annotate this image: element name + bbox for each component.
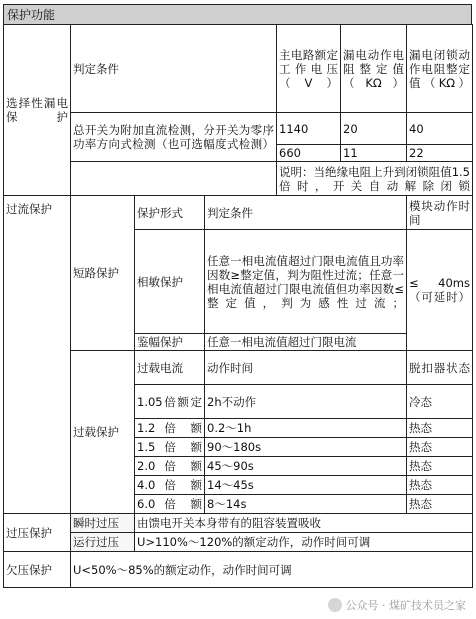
selective-condition-header: 判定条件 [71, 25, 277, 113]
protection-function-table [3, 24, 473, 588]
leak-action-value-2: 11 [341, 145, 407, 162]
selective-row-1140 [4, 113, 473, 145]
overload-state-cell: 热态 [407, 438, 473, 457]
wechat-logo-icon [328, 598, 342, 612]
running-overvoltage-text: U>110%～120%的额定动作，动作时间可调 [135, 533, 473, 552]
undervoltage-label: 欠压保护 [4, 552, 71, 588]
overload-state-cell: 热态 [407, 457, 473, 476]
protection-table-wrapper [3, 4, 472, 588]
watermark [328, 597, 467, 613]
short-circuit-time-value: ≤ 40ms（可延时） [407, 230, 473, 351]
overload-time-cell: 45～90s [205, 457, 407, 476]
overvoltage-label: 过压保护 [4, 514, 71, 552]
voltage-value-660: 660 [277, 145, 341, 162]
selective-leakage-label: 选择性漏电保护 [4, 25, 71, 196]
table-title: 保护功能 [3, 4, 472, 24]
overload-time-header: 动作时间 [205, 351, 407, 385]
transient-overvoltage-row [4, 514, 473, 533]
overload-current-cell: 1.5 倍 额 [135, 438, 205, 457]
short-circuit-header-row [4, 196, 473, 230]
overload-state-cell: 热态 [407, 476, 473, 495]
transient-overvoltage-label: 瞬时过压 [71, 514, 135, 533]
leak-lock-value-2: 22 [407, 145, 473, 162]
overload-current-header: 过载电流 [135, 351, 205, 385]
overcurrent-label: 过流保护 [4, 196, 71, 514]
voltage-value-1140: 1140 [277, 113, 341, 145]
selective-header-row [4, 25, 473, 113]
leak-action-resistance-header: 漏电动作电阻整定值（KΩ） [341, 25, 407, 113]
overload-time-cell: 0.2～1h [205, 419, 407, 438]
overload-current-cell: 2.0 倍 额 [135, 457, 205, 476]
overload-current-cell: 6.0 倍 额 [135, 495, 205, 514]
overload-time-cell: 14～45s [205, 476, 407, 495]
overload-current-cell: 4.0 倍 额 [135, 476, 205, 495]
overload-state-cell: 热态 [407, 495, 473, 514]
leak-lock-value-1: 40 [407, 113, 473, 145]
overload-time-cell: 8～14s [205, 495, 407, 514]
overload-state-cell: 热态 [407, 419, 473, 438]
leak-action-value-1: 20 [341, 113, 407, 145]
overload-time-cell: 2h不动作 [205, 385, 407, 419]
short-circuit-label: 短路保护 [71, 196, 135, 351]
transient-overvoltage-text: 由馈电开关本身带有的阻容装置吸收 [135, 514, 473, 533]
overload-current-cell: 1.05倍额定 [135, 385, 205, 419]
amplitude-label: 鉴幅保护 [135, 334, 205, 351]
short-condition-header: 判定条件 [205, 196, 407, 230]
release-state-header: 脱扣器状态 [407, 351, 473, 385]
selective-note: 说明：当绝缘电阻上升到闭锁阻值1.5倍时，开关自动解除闭锁 [277, 162, 473, 196]
running-overvoltage-row [4, 533, 473, 552]
undervoltage-text: U<50%～85%的额定动作，动作时间可调 [71, 552, 473, 588]
rated-voltage-header: 主电路额定工作电压（V） [277, 25, 341, 113]
phase-sensitive-text: 任意一相电流值超过门限电流值且功率因数≥整定值，判为阻性过流；任意一相电流值超过门限电流值但功率因数≤整定值，判为感性过流； [205, 230, 407, 334]
module-action-time-header: 模块动作时间 [407, 196, 473, 230]
overload-time-cell: 90～180s [205, 438, 407, 457]
leak-lock-resistance-header: 漏电闭锁动作电阻整定值（KΩ） [407, 25, 473, 113]
amplitude-text: 任意一相电流值超过门限电流 [205, 334, 407, 351]
phase-sensitive-label: 相敏保护 [135, 230, 205, 334]
selective-note-row [4, 162, 473, 196]
watermark-text: 公众号 · 煤矿技术员之家 [345, 599, 466, 612]
selective-condition-text: 总开关为附加直流检测，分开关为零序功率方向式检测（也可选幅度式检测） [71, 113, 277, 162]
overload-state-cell: 冷态 [407, 385, 473, 419]
selective-note-spacer [71, 162, 277, 196]
undervoltage-row [4, 552, 473, 588]
overload-header-row [4, 351, 473, 385]
overload-label: 过载保护 [71, 351, 135, 514]
running-overvoltage-label: 运行过压 [71, 533, 135, 552]
protection-form-header: 保护形式 [135, 196, 205, 230]
overload-current-cell: 1.2 倍 额 [135, 419, 205, 438]
